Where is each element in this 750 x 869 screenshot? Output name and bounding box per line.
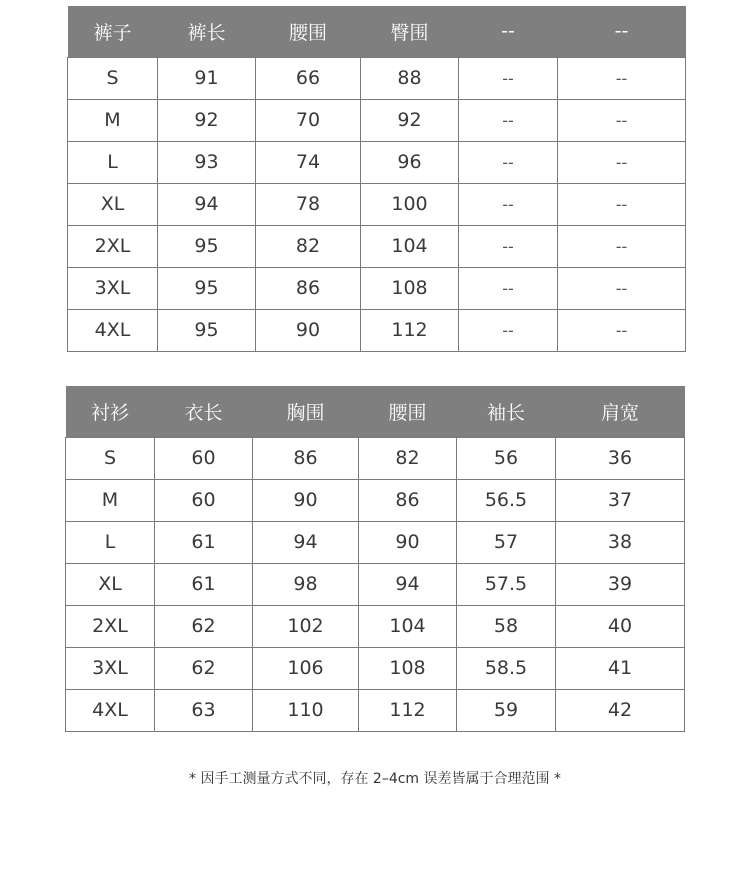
table-row: [66, 479, 685, 521]
shoulder-cell: 40: [556, 605, 685, 647]
waist-cell: 108: [359, 647, 457, 689]
table-row: [66, 521, 685, 563]
measurement-footnote: * 因手工测量方式不同，存在 2–4cm 误差皆属于合理范围 *: [189, 771, 561, 787]
pants-header-cell: 腰围: [256, 6, 361, 57]
length-cell: 95: [158, 267, 256, 309]
empty-cell: --: [558, 225, 686, 267]
empty-cell: --: [558, 141, 686, 183]
table-row: [68, 225, 686, 267]
empty-cell: --: [459, 57, 558, 99]
length-cell: 62: [155, 647, 253, 689]
size-cell: S: [68, 57, 158, 99]
chest-cell: 106: [253, 647, 359, 689]
pants-size-table: [67, 6, 686, 352]
table-row: [68, 183, 686, 225]
empty-cell: --: [459, 309, 558, 351]
pants-header-cell: 裤长: [158, 6, 256, 57]
size-cell: L: [66, 521, 155, 563]
table-row: [68, 141, 686, 183]
waist-cell: 86: [256, 267, 361, 309]
empty-cell: --: [558, 57, 686, 99]
chest-cell: 102: [253, 605, 359, 647]
hip-cell: 104: [361, 225, 459, 267]
size-cell: 4XL: [68, 309, 158, 351]
length-cell: 61: [155, 563, 253, 605]
pants-header-row: [68, 6, 686, 57]
waist-cell: 90: [359, 521, 457, 563]
sleeve-cell: 56: [457, 437, 556, 479]
sleeve-cell: 57: [457, 521, 556, 563]
hip-cell: 112: [361, 309, 459, 351]
shoulder-cell: 39: [556, 563, 685, 605]
length-cell: 61: [155, 521, 253, 563]
pants-header-cell: --: [558, 6, 686, 57]
waist-cell: 70: [256, 99, 361, 141]
hip-cell: 96: [361, 141, 459, 183]
empty-cell: --: [558, 99, 686, 141]
chest-cell: 86: [253, 437, 359, 479]
size-cell: S: [66, 437, 155, 479]
hip-cell: 100: [361, 183, 459, 225]
shoulder-cell: 36: [556, 437, 685, 479]
shirt-header-cell: 衣长: [155, 386, 253, 437]
waist-cell: 112: [359, 689, 457, 731]
waist-cell: 94: [359, 563, 457, 605]
table-row: [66, 689, 685, 731]
size-cell: XL: [66, 563, 155, 605]
sleeve-cell: 58: [457, 605, 556, 647]
table-row: [68, 267, 686, 309]
table-row: [66, 563, 685, 605]
length-cell: 91: [158, 57, 256, 99]
waist-cell: 82: [359, 437, 457, 479]
shirt-header-row: [66, 386, 685, 437]
length-cell: 93: [158, 141, 256, 183]
shirt-header-cell: 腰围: [359, 386, 457, 437]
hip-cell: 108: [361, 267, 459, 309]
pants-header-cell: --: [459, 6, 558, 57]
table-row: [66, 647, 685, 689]
empty-cell: --: [459, 267, 558, 309]
length-cell: 63: [155, 689, 253, 731]
length-cell: 94: [158, 183, 256, 225]
table-row: [66, 605, 685, 647]
waist-cell: 74: [256, 141, 361, 183]
length-cell: 92: [158, 99, 256, 141]
empty-cell: --: [459, 225, 558, 267]
waist-cell: 82: [256, 225, 361, 267]
sleeve-cell: 59: [457, 689, 556, 731]
empty-cell: --: [558, 183, 686, 225]
table-row: [68, 99, 686, 141]
waist-cell: 90: [256, 309, 361, 351]
empty-cell: --: [459, 99, 558, 141]
size-cell: L: [68, 141, 158, 183]
length-cell: 95: [158, 309, 256, 351]
pants-header-cell: 臀围: [361, 6, 459, 57]
table-row: [68, 57, 686, 99]
waist-cell: 104: [359, 605, 457, 647]
sleeve-cell: 58.5: [457, 647, 556, 689]
shoulder-cell: 38: [556, 521, 685, 563]
size-cell: 4XL: [66, 689, 155, 731]
shirt-size-table: [65, 386, 685, 732]
size-cell: XL: [68, 183, 158, 225]
empty-cell: --: [459, 183, 558, 225]
pants-header-cell: 裤子: [68, 6, 158, 57]
shoulder-cell: 42: [556, 689, 685, 731]
length-cell: 60: [155, 479, 253, 521]
waist-cell: 78: [256, 183, 361, 225]
size-cell: M: [68, 99, 158, 141]
hip-cell: 88: [361, 57, 459, 99]
waist-cell: 86: [359, 479, 457, 521]
shirt-header-cell: 衬衫: [66, 386, 155, 437]
size-cell: 2XL: [68, 225, 158, 267]
size-cell: 2XL: [66, 605, 155, 647]
empty-cell: --: [558, 267, 686, 309]
shirt-header-cell: 肩宽: [556, 386, 685, 437]
waist-cell: 66: [256, 57, 361, 99]
sleeve-cell: 56.5: [457, 479, 556, 521]
size-cell: M: [66, 479, 155, 521]
sleeve-cell: 57.5: [457, 563, 556, 605]
chest-cell: 90: [253, 479, 359, 521]
size-cell: 3XL: [66, 647, 155, 689]
chest-cell: 98: [253, 563, 359, 605]
length-cell: 95: [158, 225, 256, 267]
shirt-header-cell: 胸围: [253, 386, 359, 437]
empty-cell: --: [459, 141, 558, 183]
table-row: [68, 309, 686, 351]
hip-cell: 92: [361, 99, 459, 141]
shoulder-cell: 41: [556, 647, 685, 689]
length-cell: 60: [155, 437, 253, 479]
table-row: [66, 437, 685, 479]
shirt-header-cell: 袖长: [457, 386, 556, 437]
chest-cell: 110: [253, 689, 359, 731]
shoulder-cell: 37: [556, 479, 685, 521]
empty-cell: --: [558, 309, 686, 351]
size-cell: 3XL: [68, 267, 158, 309]
chest-cell: 94: [253, 521, 359, 563]
length-cell: 62: [155, 605, 253, 647]
